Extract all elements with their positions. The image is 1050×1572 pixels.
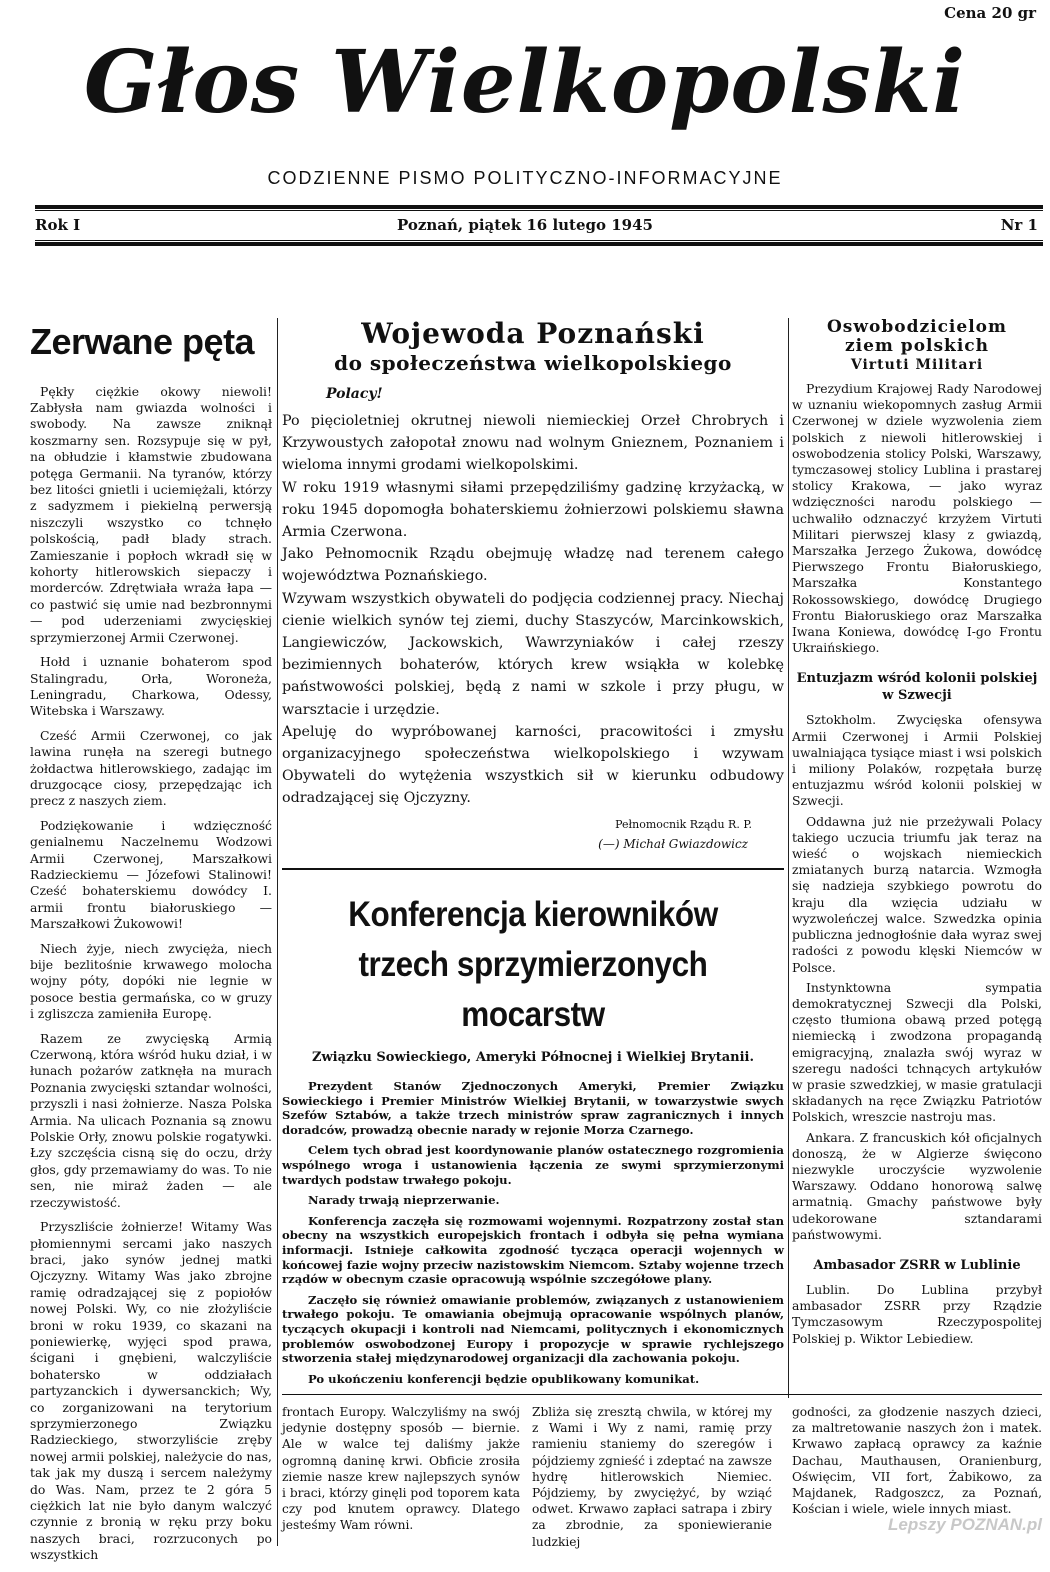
header-bottom-rule <box>35 242 1043 246</box>
section-divider-bottom <box>282 1394 1042 1395</box>
article-title: Entuzjazm wśród kolonii polskiej w Szwecji <box>796 671 1038 704</box>
continuation-col-a: frontach Europy. Walczyliśmy na swój jedynie dostępny sposób — biernie. Ale w walce tej daliśmy jakże ogromną daninę krwi. Obficie zrosiła ziemie nasze krew najlepszych synów i braci, którzy ginęli pod toporem kata czy pod knutem oprawcy. Dlatego jesteśmy Wam równi. <box>282 1405 520 1533</box>
article-paragraph: Prezydent Stanów Zjednoczonych Ameryki, Premier Związku Sowieckiego i Premier Ministrów Wielkiej Brytanii, w towarzystwie swych Szefów Sztabów, a także trzech ministrów spraw zagranicznych i innych doradców, prowadzą obecnie narady w rejonie Morza Czarnego. <box>282 1079 784 1137</box>
article-subtitle: Związku Sowieckiego, Ameryki Północnej i Wielkiej Brytanii. <box>312 1050 754 1065</box>
article-subtitle: do społeczeństwa wielkopolskiego <box>334 351 732 375</box>
article-paragraph: Przyszliście żołnierze! Witamy Was płomiennymi sercami jako naszych braci, jako synów jednej matki Ojczyzny. Witamy Was jako zbrojne ramię odradzającej się z popiołów nowej Polski. Wy, co nie złożyliście broni w roku 1939, co skazani na poniewierkę, wyjęci spod prawa, ścigani i gnębieni, walczyliście bohatersko w oddziałach partyzanckich i dywersanckich; Wy, co zorganizowani na terytorium sprzymierzonego Związku Radzieckiego, stworzyliście zręby nowej armii polskiej, należycie do nas, tak jak my duszą i sercem należymy do Was. Nam, przez te 2 góra 5 ciężkich lat nie było danym walczyć czynnie z bronią w ręku przy boku naszych braci, rozrzuconych po wszystkich <box>30 1219 272 1563</box>
issue-number: Nr 1 <box>1000 216 1038 234</box>
article-paragraph: Cześć Armii Czerwonej, co jak lawina runęła na szeregi butnego żołdactwa hitlerowskiego, zadając im druzgocące ciosy, przepędzając ich precz z naszych ziem. <box>30 727 272 809</box>
issue-dateline: Poznań, piątek 16 lutego 1945 <box>396 216 653 234</box>
article-title-line: Virtuti Militari <box>850 357 984 373</box>
price-label: Cena 20 gr <box>944 4 1036 22</box>
article-paragraph: Ankara. Z francuskich kół oficjalnych donoszą, że w Algierze święcono niezwykle uroczyście wyzwolenie Warszawy. Oddano honorową salwę armatnią. Gmachy państwowe były udekorowane sztandarami państwowymi. <box>792 1129 1042 1242</box>
article-paragraph: Po pięcioletniej okrutnej niewoli niemieckiej Orzeł Chrobrych i Krzywoustych załopotał znowu nad wolnym Gnieznem, Poznaniem i wieloma innymi grodami wielkopolskimi. <box>282 413 784 474</box>
article-paragraph: Wzywam wszystkich obywateli do podjęcia codziennej pracy. Niechaj cienie wielkich synów tej ziemi, duchy Staszyców, Marcinkowskich, Langiewiczów, Jackowskich, Wawrzyniaków i całej rzeszy bezimiennych bohaterów, których krew wsiąkła w kolebkę państwowości polskiej, będą z nami w szkole i przy pługu, w warsztacie i urzędzie. <box>282 590 784 718</box>
continuation-col-c: godności, za głodzenie naszych dzieci, za maltretowanie naszych żon i matek. Krwawo zapłacą oprawcy za kaźnie Dachau, Mauthausen, Oranienburg, Oświęcim, VII fort, Żabikowo, za Majdanek, Radgoszcz, za Poznań, Kościan i wiele, wiele innych miast. <box>792 1405 1042 1517</box>
article-title: Zerwane pęta <box>30 321 255 362</box>
article-paragraph: Instynktowna sympatia demokratycznej Szwecji dla Polski, często tłumiona obawą przed potęgą niemiecką i zwodzona propagandą emigracyjną, znalazła swój wyraz w szeregu nadości tchnących artykułów w prasie szwedzkiej, w masie gratulacji składanych na ręce Związku Patriotów Polskich, wreszcie nastroju mas. <box>792 979 1042 1125</box>
article-paragraph: Po ukończeniu konferencji będzie opublikowany komunikat. <box>308 1371 700 1386</box>
header-top-rule <box>35 205 1043 209</box>
article-paragraph: Hołd i uznanie bohaterom spod Stalingradu, Orła, Woroneża, Leningradu, Charkowa, Odessy, Witebska i Warszawy. <box>30 654 272 719</box>
watermark-logo: Lepszy POZNAN.pl <box>888 1515 1042 1534</box>
article-title-line: Konferencja kierowników <box>348 895 718 934</box>
article-paragraph: Prezydium Krajowej Rady Narodowej w uznaniu wiekopomnych zasług Armii Czerwonej w dziele wyzwolenia ziem polskich z niewoli hitlerowskiej i oswobodzenia stolicy Polski, Warszawy, tymczasowej stolicy Lublina i prastarej stolicy Krakowa, — jako wyraz wdzięczności narodu polskiego — uchwaliło odznaczyć krzyżem Virtuti Militari pierwszej klasy z gwiazdą, Marszałka Jerzego Żukowa, dowódcę Pierwszego Frontu Białoruskiego, Marszałka Konstantego Rokossowskiego, dowódcę Drugiego Frontu Białoruskiego oraz Marszałka Iwana Koniewa, dowódcę I-go Frontu Ukraińskiego. <box>792 381 1042 656</box>
article-paragraph: Pękły ciężkie okowy niewoli! Zabłysła nam gwiazda wolności i swobody. Na zawsze zniknął koszmarny sen. Rozsypuje się w pył, na obłudzie i kłamstwie zbudowana potęga Germanii. Na tyranów, którzy bez litości gnietli i uciemiężali, którzy z sadyzmem i piekielną perwersją niszczyli wszystko co tchnęło polskością, padł blady strach. Zamieszanie i popłoch wkradł się w kohorty hitlerowskich siepaczy i morderców. Zdrętwiała wraża łapa — co pastwić się umie nad bezbronnymi — pod uderzeniami zwycięskiej sprzymierzonej Armii Czerwonej. <box>30 383 272 645</box>
article-paragraph: Narady trwają nieprzerwanie. <box>308 1193 500 1208</box>
article-paragraph: Apeluję do wypróbowanej karności, pracowitości i zmysłu organizacyjnego społeczeństwa wielkopolskiego i wzywam Obywateli do wytężenia wszystkich sił w kierunku odbudowy odradzającej się Ojczyzny. <box>282 723 784 807</box>
article-greeting: Polacy! <box>326 386 383 402</box>
article-title: Wojewoda Poznański <box>361 317 705 350</box>
column-divider-right <box>788 318 789 1398</box>
article-paragraph: Niech żyje, niech zwycięża, niech bije bezlitośnie krwawego molocha wojny póty, dopóki nie legnie w posoce bestia germańska, co w gruzy i zgliszcza zamieniła Europę. <box>30 940 272 1022</box>
continuation-col-b: Zbliża się zresztą chwila, w której my z Wami i Wy z nami, ramię przy ramieniu staniemy do szeregów i pójdziemy zgnieść i zdeptać na zawsze hydrę hitlerowskich Niemiec. Pójdziemy, by zwyciężyć, by wziąć odwet. Krwawo zapłaci satrapa i zbiry za zbrodnie, za sponiewieranie ludzkiej <box>532 1405 772 1549</box>
article-paragraph: Jako Pełnomocnik Rządu obejmuję władzę nad terenem całego województwa Poznańskiego. <box>282 546 784 585</box>
article-conference <box>282 890 784 1392</box>
article-paragraph: Podziękowanie i wdzięczność genialnemu Naczelnemu Wodzowi Armii Czerwonej, Marszałkowi Radzieckiemu — Józefowi Stalinowi! Cześć bohaterskiemu dowódcy I. armii frontu białoruskiego — Marszałkowi Żukowowi! <box>30 817 272 932</box>
header-top-rule-thin <box>35 210 1043 211</box>
newspaper-title: Głos Wielkopolski <box>83 32 967 133</box>
article-virtuti-militari <box>792 318 1042 1351</box>
article-title-line: Oswobodzicielom <box>827 317 1007 337</box>
article-paragraph: Zaczęło się również omawianie problemów, związanych z ustanowieniem trwałego pokoju. Te omawiania obejmują opracowanie wspólnych planów, tyczących okupacji i kontroli nad Niemcami, politycznych i ekonomicznych problemów oswobodzonej Europy i propozycje w sprawie rychlejszego stworzenia stałej międzynarodowej organizacji dla zachowania pokoju. <box>282 1292 784 1366</box>
header-bottom-rule-thin <box>35 240 1043 241</box>
signature-name: (—) Michał Gwiazdowicz <box>598 836 748 851</box>
article-proclamation <box>282 318 784 851</box>
article-title: Ambasador ZSRR w Lublinie <box>813 1257 1021 1273</box>
section-divider-middle <box>282 868 784 870</box>
article-paragraph: Razem ze zwycięską Armią Czerwoną, która wśród huku dział, i w łunach pożarów zatknęła na murach Poznania zwycięski sztandar wolności, przyszli i nasi żołnierze. Nasza Polska Armia. Na ulicach Poznania są znowu Polskie Orły, znowu polskie rogatywki. Łzy szczęścia cisną się do oczu, drży głos, gdy przemawiamy do was. To nie sen, nie miraż żaden — ale rzeczywistość. <box>30 1030 272 1210</box>
signature-title: Pełnomocnik Rządu R. P. <box>615 817 752 831</box>
article-paragraph: Oddawna już nie przeżywali Polacy takiego uczucia triumfu jak teraz na wieść o wojskach niemieckich zmiatanych burzą natarcia. Wzmogła się nadzieja szybkiego powrotu do kraju dla wzięcia udziału w wyzwoleńczej walce. Szwedzka opinia publiczna jednogłośnie dała wyraz swej radości z powodu klęski Niemców w Polsce. <box>792 813 1042 975</box>
article-paragraph: Lublin. Do Lublina przybył ambasador ZSRR przy Rządzie Tymczasowym Rzeczypospolitej Polskiej p. Wiktor Lebiediew. <box>792 1281 1042 1346</box>
article-title-line: trzech sprzymierzonych mocarstw <box>358 945 708 1034</box>
article-paragraph: Konferencja zaczęła się rozmowami wojennymi. Rozpatrzony został stan obecny na wszystkich europejskich frontach i odbyła się pełna wymiana informacji. Istnieje całkowita zgodność tycząca operacji wojennych w końcowej fazie wojny przeciw nazistowskim Niemcom. Sztaby wojenne trzech rządów w obecnym czasie opracowują wspólnie szczegółowe plany. <box>282 1213 784 1287</box>
article-paragraph: W roku 1919 własnymi siłami przepędziliśmy gadzinę krzyżacką, w roku 1945 dopomogła bohaterskiemu żołnierzowi polskiemu sławna Armia Czerwona. <box>282 479 784 541</box>
issue-year: Rok I <box>35 216 81 234</box>
newspaper-subtitle: CODZIENNE PISMO POLITYCZNO-INFORMACYJNE <box>267 168 783 188</box>
article-paragraph: Celem tych obrad jest koordynowanie planów ostatecznego rozgromienia wspólnego wroga i ustanowienia łączenia ze swymi sprzymierzonymi twardych podstaw trwałego pokoju. <box>282 1143 784 1187</box>
article-paragraph: Sztokholm. Zwycięska ofensywa Armii Czerwonej i Armii Polskiej uwalniająca tysiące miast i wsi polskich i miliony Polaków, rozpętała burzę entuzjazmu wśród kolonii polskiej w Szwecji. <box>792 712 1042 809</box>
column-divider-left <box>277 318 278 1546</box>
article-zerwane-peta <box>30 322 272 1572</box>
article-title-line: ziem polskich <box>844 336 990 356</box>
